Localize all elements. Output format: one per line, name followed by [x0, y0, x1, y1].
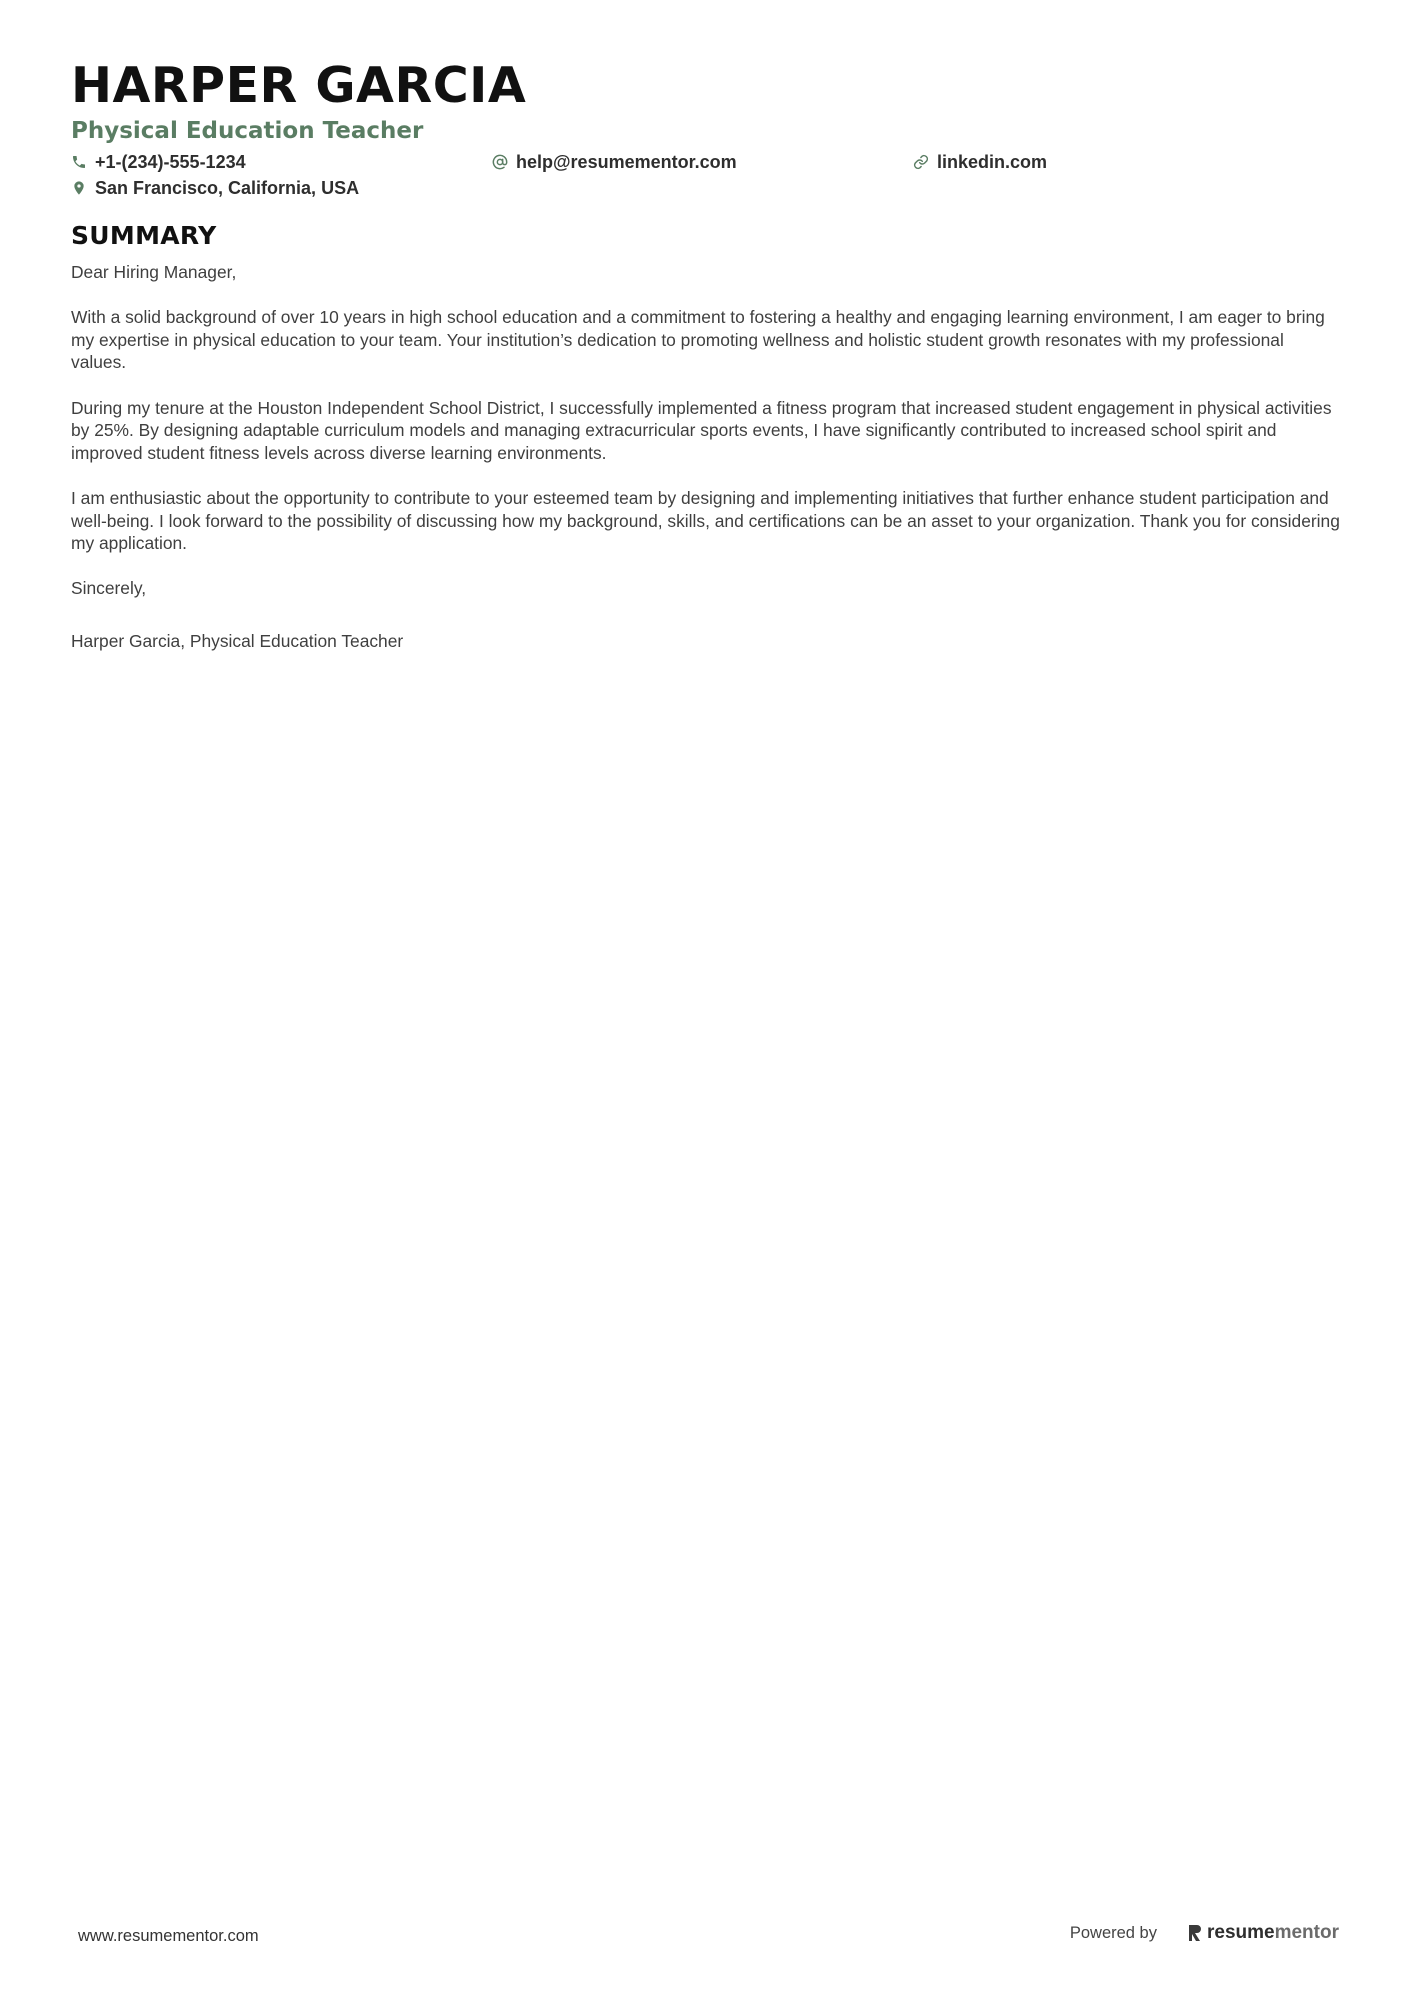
- link-icon: [913, 153, 929, 171]
- map-pin-icon: [71, 179, 87, 197]
- phone-number: +1-(234)-555-1234: [95, 151, 246, 172]
- contact-phone: [71, 150, 492, 174]
- location-text: San Francisco, California, USA: [95, 177, 360, 198]
- letter-paragraph-2: During my tenure at the Houston Independent School District, I successfully implemented a fitness program that increased student engagement in physical activities by 25%. By designing adaptable curriculum models and managing extracurricular sports events, I have significantly contributed to increased school spirit and improved student fitness levels across diverse learning environments.: [71, 397, 1332, 463]
- phone-icon: [71, 153, 87, 171]
- section-title-summary: SUMMARY: [71, 221, 217, 250]
- footer-website[interactable]: www.resumementor.com: [78, 1927, 259, 1945]
- powered-by-label: Powered by: [1069, 1923, 1157, 1942]
- header: [71, 56, 1341, 200]
- contact-location: [71, 176, 492, 200]
- linkedin-link[interactable]: linkedin.com: [937, 151, 1048, 172]
- resumementor-logo-icon: [1187, 1923, 1203, 1943]
- brand-logo[interactable]: [1187, 1922, 1339, 1944]
- letter-salutation: Dear Hiring Manager,: [71, 262, 237, 282]
- contact-linkedin: [913, 150, 1334, 174]
- letter-signature: Harper Garcia, Physical Education Teacher: [71, 630, 404, 651]
- contact-info: [71, 150, 1341, 200]
- letter-paragraph-1: With a solid background of over 10 years in high school education and a commitment to fostering a healthy and engaging learning environment, I am eager to bring my expertise in physical education to your team. Your institution’s dedication to promoting wellness and holistic student growth resonates with my professional values.: [71, 307, 1325, 373]
- brand-name-part1: resume: [1206, 1922, 1275, 1943]
- footer-branding: [1070, 1922, 1339, 1944]
- candidate-name: HARPER GARCIA: [71, 57, 527, 114]
- letter-body: [71, 261, 1341, 675]
- letter-paragraph-3: I am enthusiastic about the opportunity to contribute to your esteemed team by designing and implementing initiatives that further enhance student participation and well-being. I look forward to the possibility of discussing how my background, skills, and certifications can be an asset to your organization. Thank you for considering my application.: [71, 487, 1340, 554]
- email-address[interactable]: help@resumementor.com: [516, 151, 737, 172]
- at-sign-icon: [492, 153, 508, 171]
- contact-email: [492, 150, 913, 174]
- letter-closing: Sincerely,: [71, 578, 147, 599]
- brand-name-part2: mentor: [1274, 1922, 1339, 1943]
- job-title: Physical Education Teacher: [71, 118, 424, 144]
